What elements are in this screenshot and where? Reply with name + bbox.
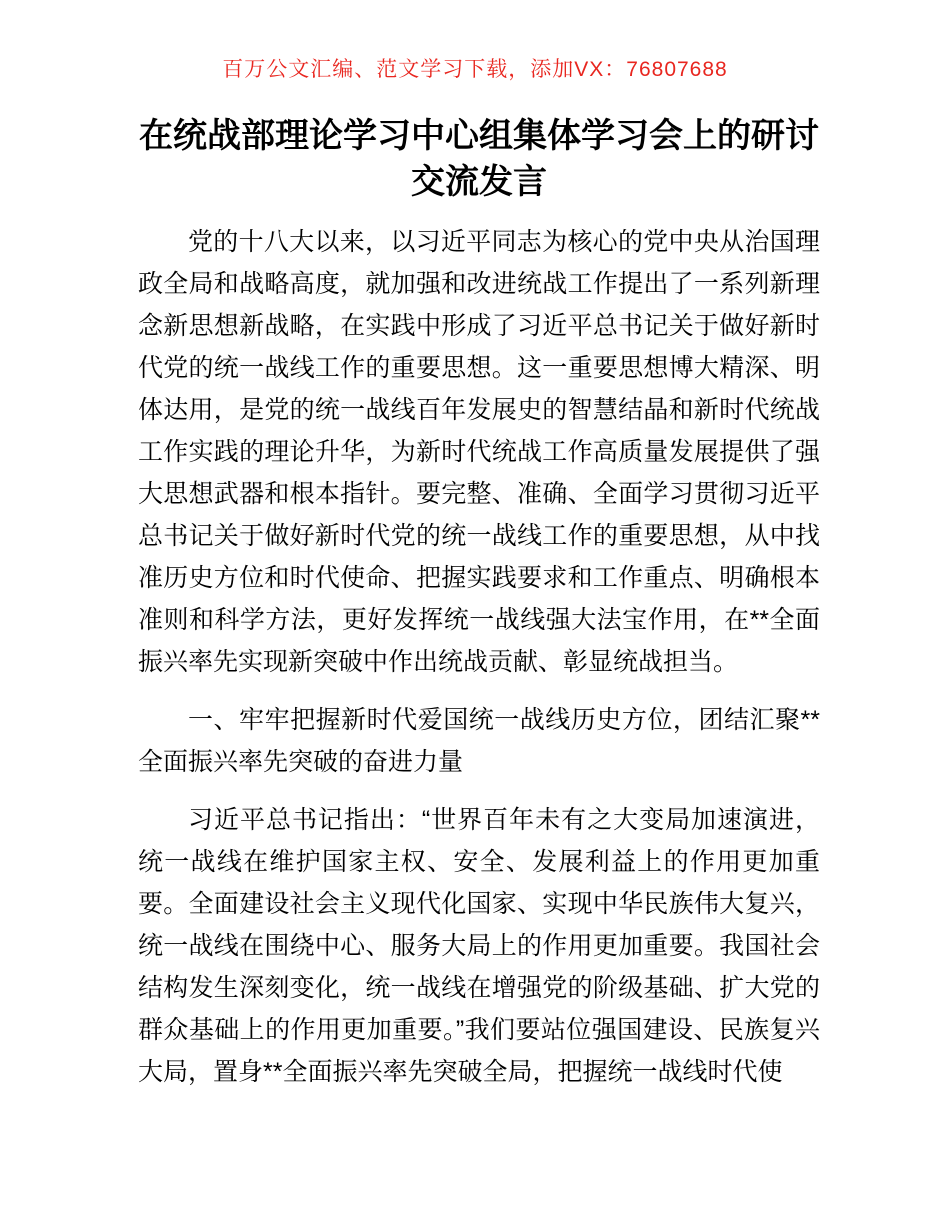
title-line-2: 交流发言 [411, 163, 547, 201]
title-line-1: 在统战部理论学习中心组集体学习会上的研讨 [139, 117, 819, 155]
document-title [138, 113, 820, 205]
paragraph-intro: 党的十八大以来，以习近平同志为核心的党中央从治国理政全局和战略高度，就加强和改进统战工作提出了一系列新理念新思想新战略，在实践中形成了习近平总书记关于做好新时代党的统一战线工作的重要思想。这一重要思想博大精深、明体达用，是党的统一战线百年发展史的智慧结晶和新时代统战工作实践的理论升华，为新时代统战工作高质量发展提供了强大思想武器和根本指针。要完整、准确、全面学习贯彻习近平总书记关于做好新时代党的统一战线工作的重要思想，从中找准历史方位和时代使命、把握实践要求和工作重点、明确根本准则和科学方法，更好发挥统一战线强大法宝作用，在**全面振兴率先实现新突破中作出统战贡献、彰显统战担当。 [138, 228, 820, 676]
paragraph-quote: 习近平总书记指出：“世界百年未有之大变局加速演进，统一战线在维护国家主权、安全、发展利益上的作用更加重要。全面建设社会主义现代化国家、实现中华民族伟大复兴，统一战线在围绕中心、服务大局上的作用更加重要。我国社会结构发生深刻变化，统一战线在增强党的阶级基础、扩大党的群众基础上的作用更加重要。”我们要站位强国建设、民族复兴大局，置身**全面振兴率先突破全局，把握统一战线时代使 [138, 806, 820, 1086]
document-body [138, 221, 820, 1093]
watermark-header: 百万公文汇编、范文学习下载，添加VX：76807688 [222, 58, 728, 81]
section-heading-1: 一、牢牢把握新时代爱国统一战线历史方位，团结汇聚**全面振兴率先突破的奋进力量 [138, 706, 820, 776]
